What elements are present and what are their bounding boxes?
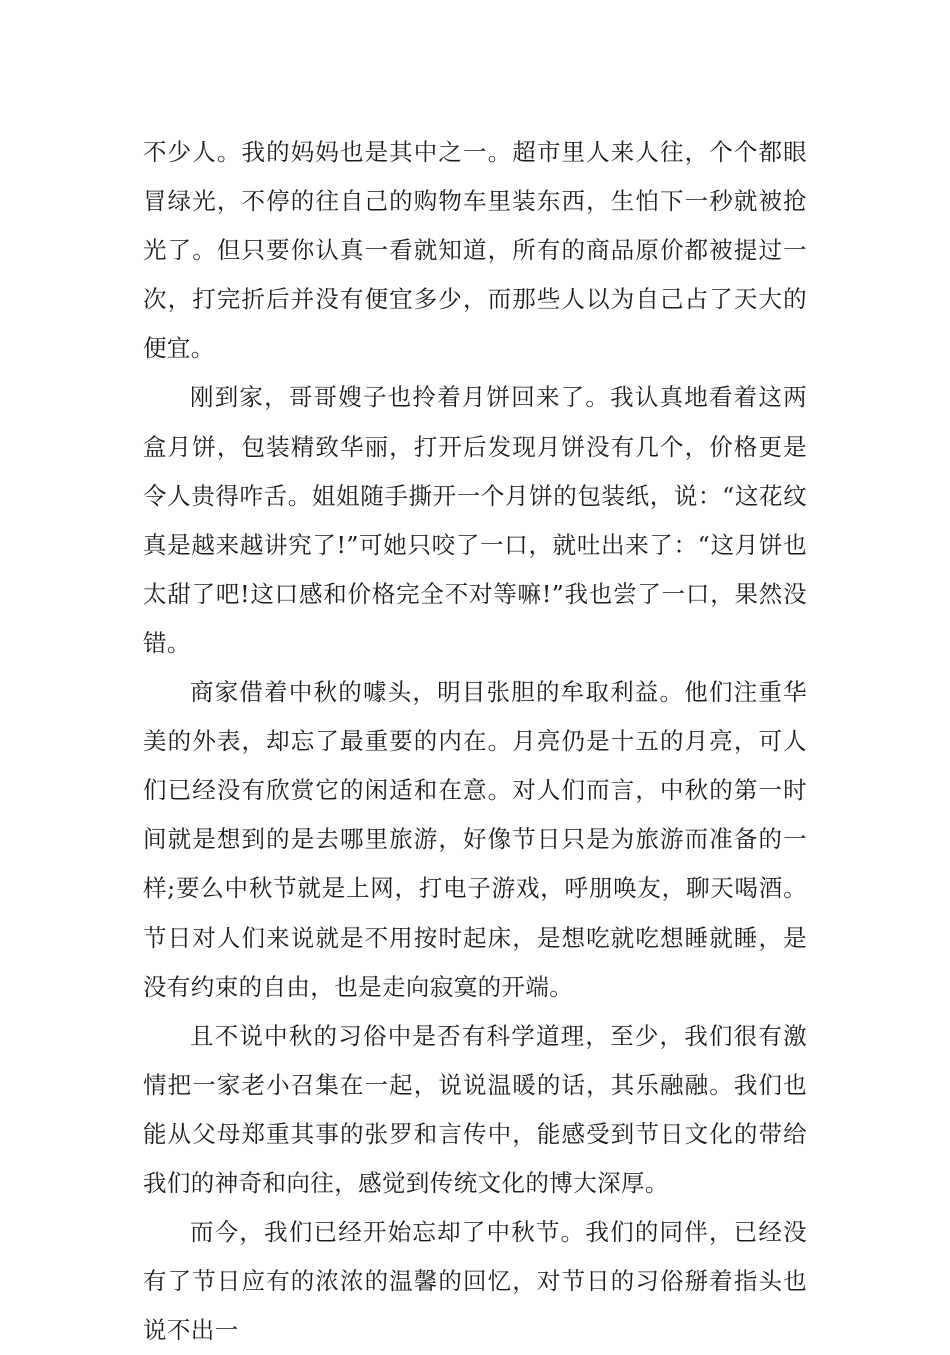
paragraph-forgetting: 而今，我们已经开始忘却了中秋节。我们的同伴，已经没有了节日应有的浓浓的温馨的回忆，对节日的习俗掰着指头也说不出一 xyxy=(143,1218,807,1345)
paragraph-customs: 且不说中秋的习俗中是否有科学道理，至少，我们很有激情把一家老小召集在一起，说说温暖的话，其乐融融。我们也能从父母郑重其事的张罗和言传中，能感受到节日文化的带给我们的神奇和向往，感觉到传统文化的博大深厚。 xyxy=(143,1021,807,1197)
paragraph-merchants: 商家借着中秋的噱头，明目张胆的牟取利益。他们注重华美的外表，却忘了最重要的内在。月亮仍是十五的月亮，可人们已经没有欣赏它的闲适和在意。对人们而言，中秋的第一时间就是想到的是去哪里旅游，好像节日只是为旅游而准备的一样;要么中秋节就是上网，打电子游戏，呼朋唤友，聊天喝酒。节日对人们来说就是不用按时起床，是想吃就吃想睡就睡，是没有约束的自由，也是走向寂寞的开端。 xyxy=(143,678,807,1001)
paragraph-continuation: 不少人。我的妈妈也是其中之一。超市里人来人往，个个都眼冒绿光，不停的往自己的购物车里装东西，生怕下一秒就被抢光了。但只要你认真一看就知道，所有的商品原价都被提过一次，打完折后并没有便宜多少，而那些人以为自己占了天大的便宜。 xyxy=(143,138,807,363)
paragraph-mooncake: 刚到家，哥哥嫂子也拎着月饼回来了。我认真地看着这两盒月饼，包装精致华丽，打开后发现月饼没有几个，价格更是令人贵得咋舌。姐姐随手撕开一个月饼的包装纸，说：“这花纹真是越来越讲究了!”可她只咬了一口，就吐出来了：“这月饼也太甜了吧!这口感和价格完全不对等嘛!”我也尝了一口，果然没错。 xyxy=(143,383,807,657)
document-page xyxy=(143,128,807,1355)
